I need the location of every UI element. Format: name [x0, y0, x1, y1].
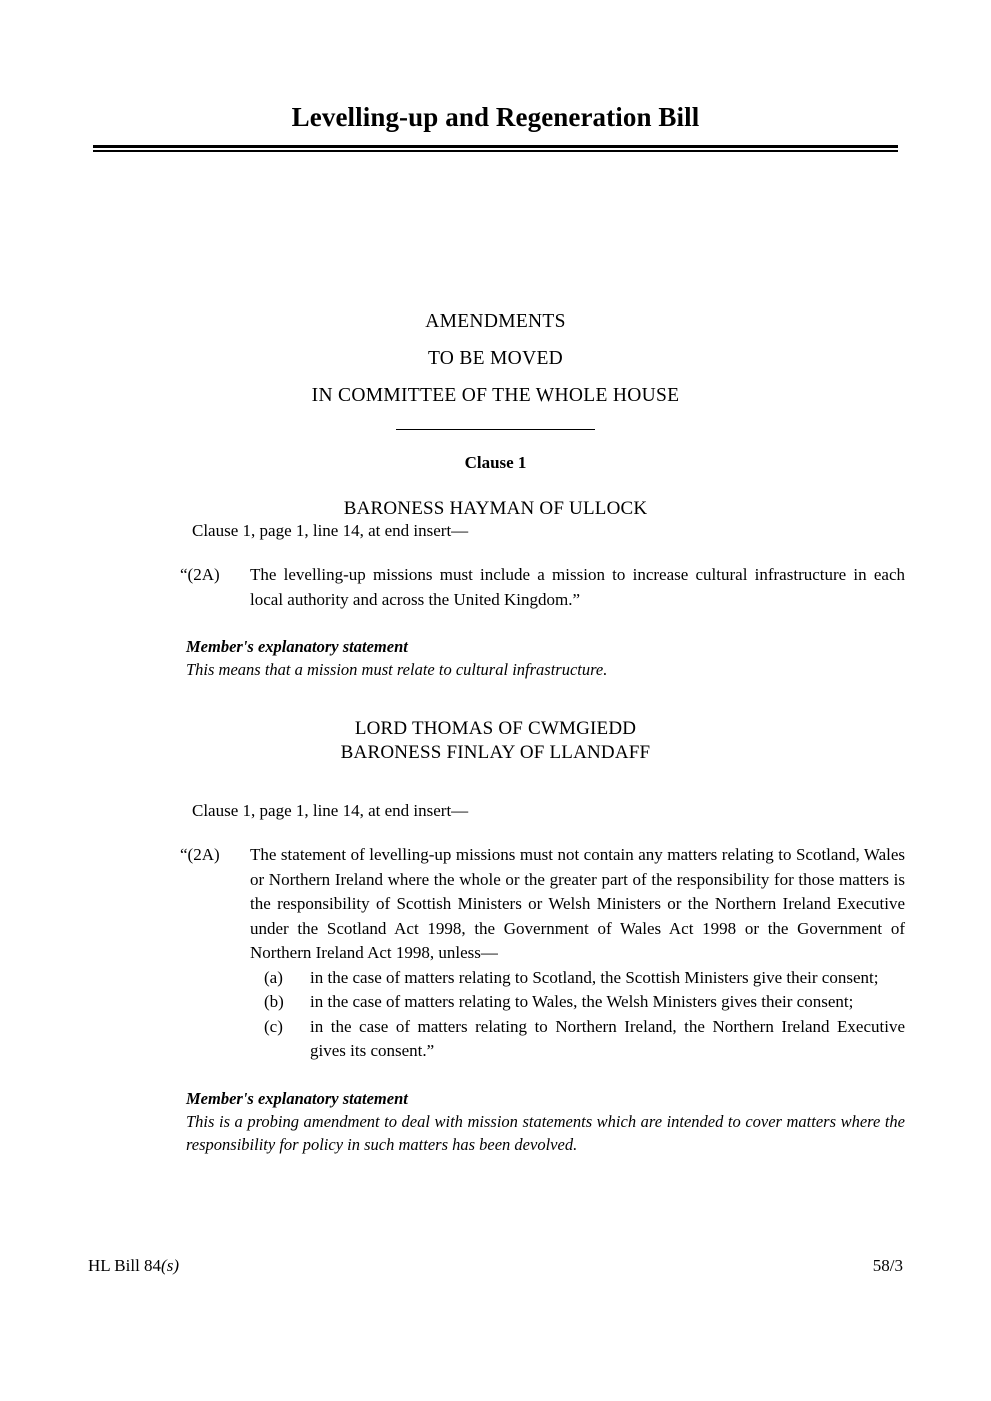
amendment-1-paragraph-marker: “(2A): [180, 565, 220, 584]
member-name: LORD THOMAS OF CWMGIEDD: [354, 718, 637, 739]
amendment-2-subitem-c: [264, 1015, 905, 1064]
bill-reference: [88, 1255, 179, 1277]
title-divider: [93, 145, 898, 152]
amendments-body: [0, 519, 991, 1156]
explanatory-statement-title: Member's explanatory statement: [186, 637, 408, 656]
heading-divider: [0, 420, 991, 438]
amendment-2-subitem-a: [264, 966, 905, 991]
subitem-marker: (c): [264, 1016, 283, 1036]
subitem-text: in the case of matters relating to Northern Ireland, the Northern Ireland Executive gives its consent.”: [310, 1016, 905, 1060]
amendment-block-1: [0, 519, 991, 681]
title-rule-thin: [93, 150, 898, 152]
bill-reference-number: HL Bill 84: [88, 1256, 162, 1275]
amendment-1-paragraph-text: The levelling-up missions must include a mission to increase cultural infrastructure in each local authority and across the United Kingdom.”: [250, 565, 905, 609]
amendment-2-explanatory: [186, 1087, 905, 1156]
amendment-2-members: [0, 717, 991, 765]
explanatory-statement-title: Member's explanatory statement: [186, 1088, 408, 1108]
amendment-block-2: [0, 717, 991, 1156]
amendment-2-paragraph-marker: “(2A): [180, 845, 220, 864]
subitem-text: in the case of matters relating to Wales, the Welsh Ministers gives their consent;: [310, 992, 854, 1011]
subitem-marker: (b): [264, 992, 284, 1011]
subitem-text: in the case of matters relating to Scotland, the Scottish Ministers give their consent;: [310, 967, 879, 987]
amendment-1-lead-in: Clause 1, page 1, line 14, at end insert—: [192, 521, 469, 540]
amendment-1-members: [0, 497, 991, 520]
subitem-marker: (a): [264, 967, 283, 987]
member-name: BARONESS FINLAY OF LLANDAFF: [340, 742, 651, 763]
page-footer: [88, 1255, 903, 1277]
heading-in-committee: IN COMMITTEE OF THE WHOLE HOUSE: [311, 385, 680, 406]
heading-block: [0, 303, 991, 520]
amendment-1-explanatory: [186, 635, 905, 681]
explanatory-statement-text: This is a probing amendment to deal with mission statements which are intended to cover matters where the responsibility for policy in such matters has been devolved.: [186, 1111, 905, 1154]
amendment-2-paragraph-text: The statement of levelling-up missions must not contain any matters relating to Scotland, Wales or Northern Ireland where the whole or the greater part of the responsibility for those matters is the responsibility of Scottish Ministers or Welsh Ministers or the Northern Ireland Executive under the Scotland Act 1998, the Government of Wales Act 1998 or the Government of Northern Ireland Act 1998, unless—: [250, 845, 905, 962]
page-title: Levelling-up and Regeneration Bill: [291, 102, 700, 132]
heading-to-be-moved: TO BE MOVED: [427, 348, 564, 369]
amendment-1-paragraph: [180, 563, 905, 612]
member-name: BARONESS HAYMAN OF ULLOCK: [343, 498, 648, 519]
clause-heading: Clause 1: [464, 453, 527, 472]
bill-reference-suffix: (s): [161, 1256, 179, 1275]
amendment-2-paragraph: [180, 843, 905, 966]
page-number: 58/3: [872, 1256, 903, 1275]
amendment-2-lead-in: Clause 1, page 1, line 14, at end insert—: [192, 801, 469, 820]
heading-amendments: AMENDMENTS: [425, 311, 566, 332]
heading-short-rule: [396, 429, 595, 431]
amendment-2-subitem-b: [264, 990, 905, 1015]
explanatory-statement-text: This means that a mission must relate to cultural infrastructure.: [186, 660, 608, 679]
